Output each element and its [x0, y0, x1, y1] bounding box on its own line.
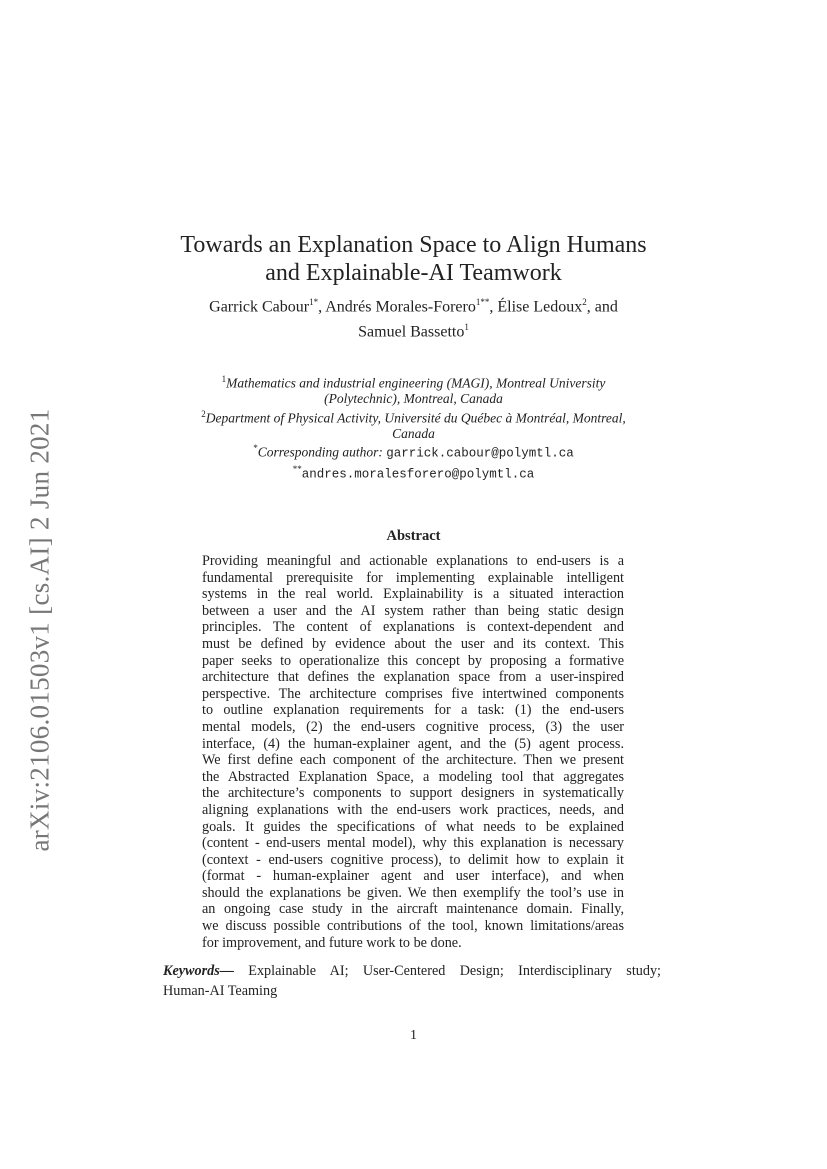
keywords-text: Human-AI Teaming: [163, 983, 278, 999]
abstract-line: goals. It guides the specifications of what needs to be explained: [202, 818, 624, 835]
page-number: 1: [410, 1028, 417, 1043]
abstract-line: interface, (4) the human-explainer agent, and the (5) agent process.: [202, 735, 624, 752]
abstract-line: mental models, (2) the end-users cognitive process, (3) the user: [202, 718, 624, 735]
affiliation-text: Department of Physical Activity, Université du Québec à Montréal, Montreal,: [205, 410, 626, 425]
abstract-line: systems in the real world. Explainability is a situated interaction: [202, 586, 624, 603]
abstract-line: we discuss possible contributions of the tool, known limitations/areas: [202, 918, 624, 935]
abstract-body: [202, 553, 624, 951]
arxiv-identifier-stamp: arXiv:2106.01503v1 [cs.AI] 2 Jun 2021: [24, 408, 55, 852]
abstract-heading: Abstract: [386, 528, 441, 544]
author-name: Samuel Bassetto: [358, 323, 465, 341]
abstract-line: fundamental prerequisite for implementing explainable intelligent: [202, 569, 624, 586]
affil-mark: 2: [201, 408, 206, 419]
author-affil-mark: 1: [464, 322, 469, 333]
affiliation-text: (Polytechnic), Montreal, Canada: [324, 391, 503, 406]
affiliation-text: Mathematics and industrial engineering (MAGI), Montreal University: [226, 375, 606, 391]
abstract-line: (format - human-explainer agent and user interface), and when: [202, 868, 624, 885]
author-affil-mark: 1**: [475, 297, 490, 307]
keywords-text: Explainable AI; User-Centered Design; Interdisciplinary study;: [248, 963, 661, 979]
abstract-line: the Abstracted Explanation Space, a modeling tool that aggregates: [202, 768, 624, 785]
paper-title: [0, 231, 827, 287]
keywords-label: Keywords—: [163, 963, 234, 979]
abstract-line: perspective. The architecture comprises five intertwined components: [202, 685, 624, 702]
author-affil-mark: 1*: [309, 297, 319, 307]
affiliations: [0, 372, 827, 483]
email-link[interactable]: garrick.cabour@polymtl.ca: [386, 446, 574, 461]
abstract-line: should the explanations be given. We then exemplify the tool’s use in: [202, 884, 624, 901]
abstract-line: (context - end-users cognitive process), to delimit how to explain it: [202, 851, 624, 868]
author-list: Garrick Cabour$^{1*}$, Andrés Morales-Forero$^{1**}$, Élise Ledoux$^2$, and Samuel Bassetto$^1$: [209, 297, 618, 341]
author-conjunction: and: [594, 298, 618, 316]
author-name: Élise Ledoux: [497, 298, 583, 316]
abstract-line: aligning explanations with the end-users work practices, needs, and: [202, 801, 624, 818]
title-line: and Explainable-AI Teamwork: [265, 260, 562, 286]
abstract-line: to outline explanation requirements for a task: (1) the end-users: [202, 702, 624, 719]
affiliation-text: Canada: [392, 425, 435, 441]
author-name: Andrés Morales-Forero: [325, 298, 476, 316]
affil-mark: *: [253, 443, 258, 453]
abstract-line: principles. The content of explanations is context-dependent and: [202, 619, 624, 636]
abstract-line: Providing meaningful and actionable explanations to end-users is a: [202, 553, 624, 569]
abstract-line: between a user and the AI system rather than being static design: [202, 602, 624, 619]
affil-mark: 1: [221, 374, 227, 384]
keywords: [163, 961, 661, 1001]
abstract-line: must be defined by evidence about the user and its context. This: [202, 635, 624, 652]
abstract-line: for improvement, and future work to be done.: [202, 934, 462, 951]
title-line: Towards an Explanation Space to Align Humans: [180, 232, 647, 258]
abstract-line: (content - end-users mental model), why this explanation is necessary: [202, 835, 624, 852]
affil-mark: **: [292, 464, 302, 474]
corresponding-label: Corresponding author:: [257, 444, 383, 460]
abstract-line: paper seeks to operationalize this concept by proposing a formative: [202, 652, 624, 669]
email-link[interactable]: andres.moralesforero@polymtl.ca: [301, 467, 535, 482]
author-name: Garrick Cabour: [209, 298, 310, 316]
abstract-line: the architecture’s components to support designers in systematically: [202, 785, 624, 802]
author-affil-mark: 2: [582, 297, 587, 307]
abstract-line: We first define each component of the architecture. Then we present: [202, 752, 624, 769]
abstract-line: architecture that defines the explanation space from a user-inspired: [202, 669, 624, 686]
abstract-line: an ongoing case study in the aircraft maintenance domain. Finally,: [202, 901, 624, 918]
